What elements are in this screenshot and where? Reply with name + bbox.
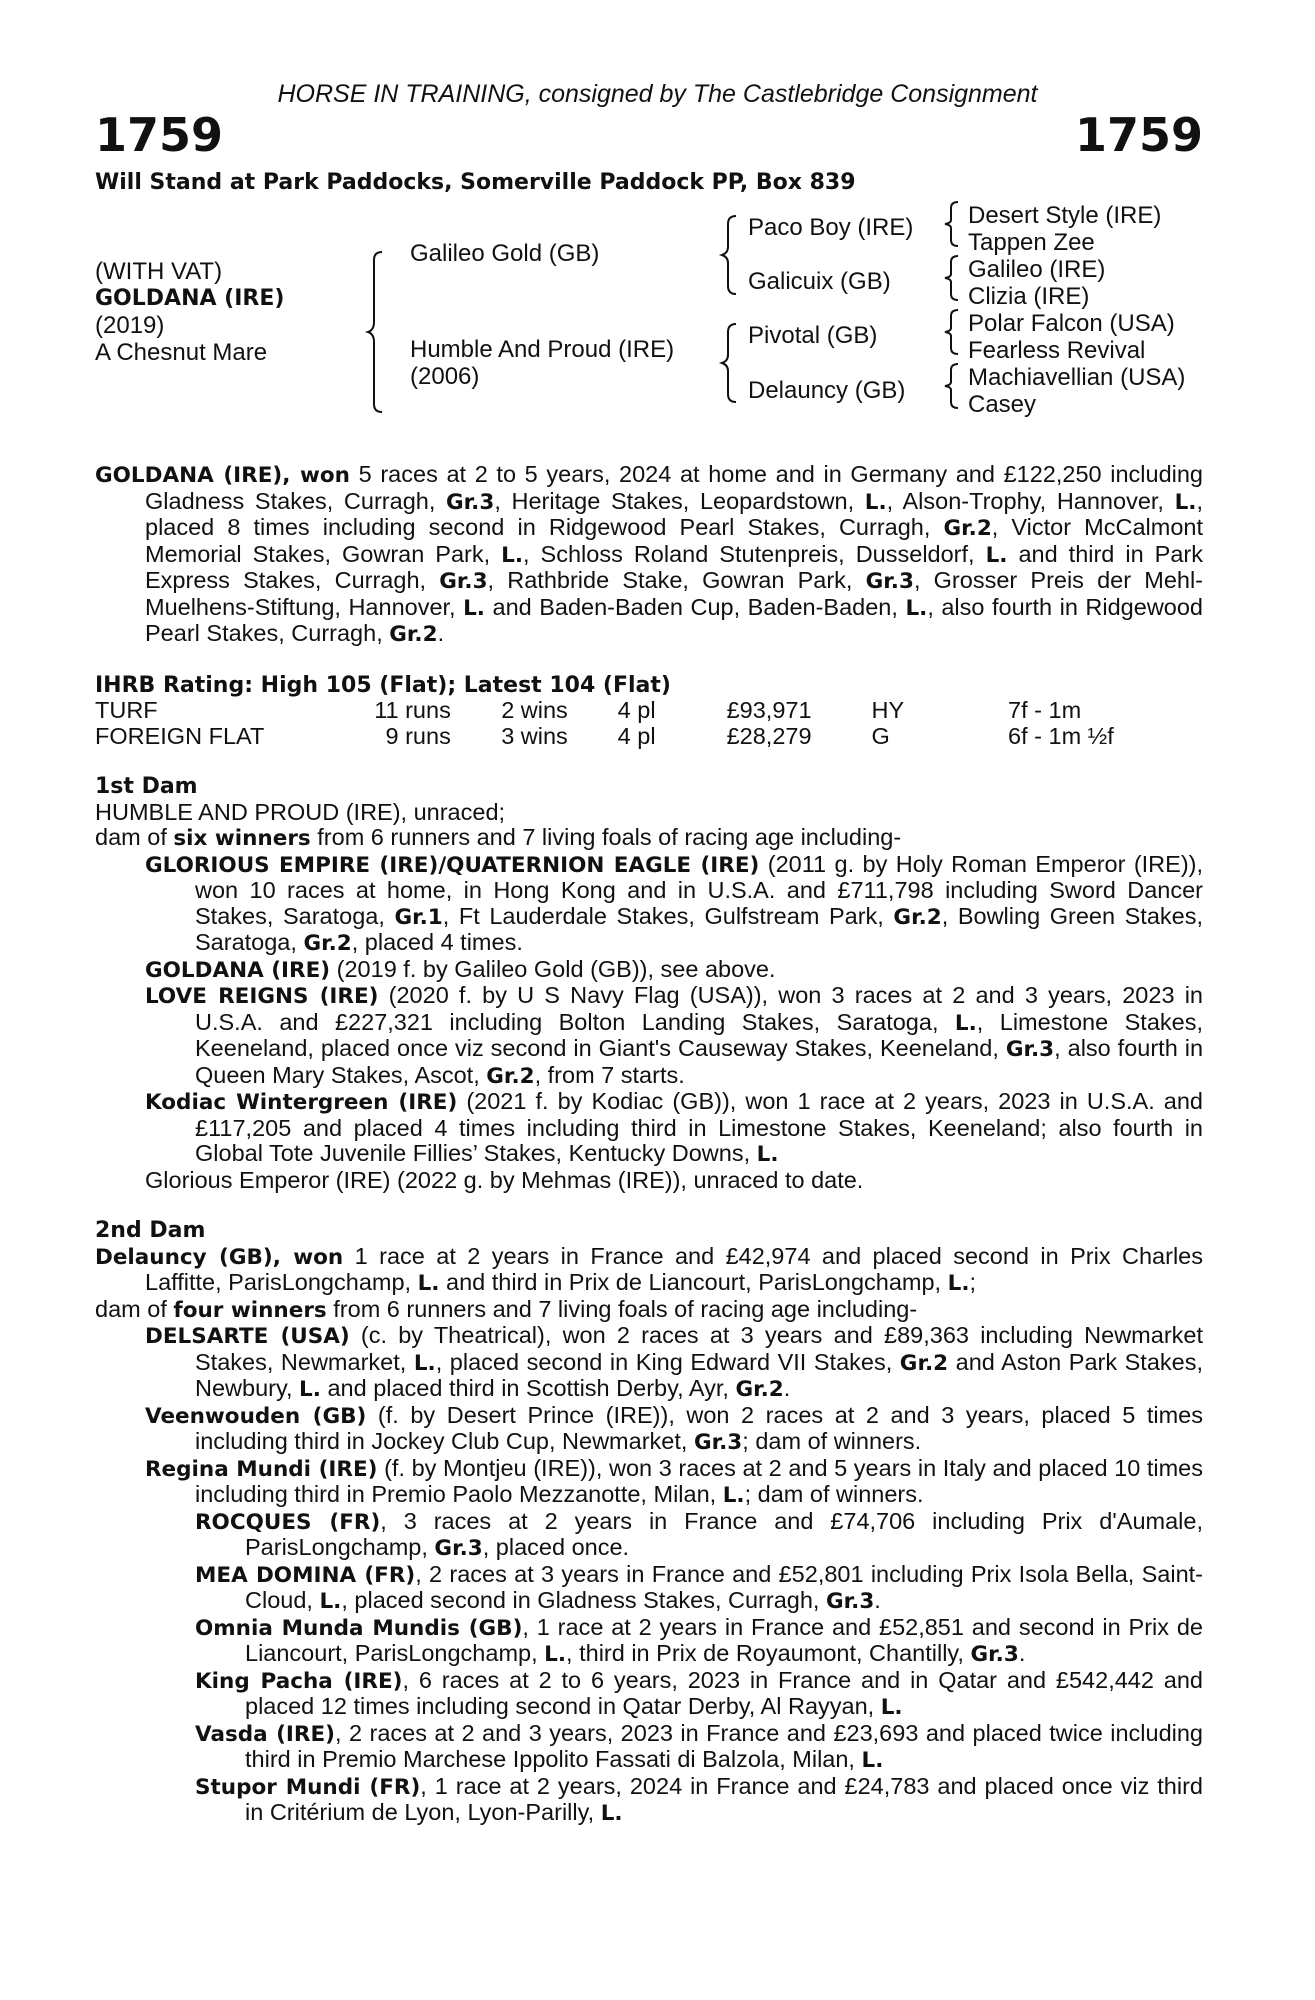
pedigree-brace-1 — [368, 252, 388, 412]
great-grandsires-2 — [968, 256, 1105, 310]
progeny-entry: Regina Mundi (IRE) (f. by Montjeu (IRE)), won 3 races at 2 and 5 years in Italy and placed 10 times including third in Premio Paolo Mezzanotte, Milan, L.; dam of winners. — [145, 1454, 1204, 1508]
dam-sire: Pivotal (GB) — [748, 322, 878, 349]
sire-name: Galileo Gold (GB) — [410, 240, 600, 267]
pedigree-brace-dam — [722, 324, 742, 402]
dam-dam: Delauncy (GB) — [748, 377, 906, 404]
dsd: Fearless Revival — [968, 337, 1146, 364]
dds: Machiavellian (USA) — [968, 364, 1186, 391]
brace-g3-1 — [944, 202, 962, 246]
second-dam-of: dam of four winners from 6 runners and 7 living foals of racing age including- — [95, 1295, 918, 1323]
great-grandsires-3 — [968, 310, 1175, 364]
sire-dam: Galicuix (GB) — [748, 268, 891, 295]
vat-note: (WITH VAT) — [95, 258, 223, 285]
brace-g3-4 — [944, 364, 962, 408]
progeny-entry: GLORIOUS EMPIRE (IRE)/QUATERNION EAGLE (IRE) (2011 g. by Holy Roman Emperor (IRE)), won 10 races at home, in Hong Kong and in U.S.A. and £711,798 including Sword Dancer Stakes, Saratoga, Gr.1, Ft Lauderdale Stakes, Gulfstream Park, Gr.2, Bowling Green Stakes, Saratoga, Gr.2, placed 4 times. — [145, 850, 1203, 956]
great-grandsires-1 — [968, 202, 1161, 256]
grand-progeny-entry: King Pacha (IRE), 6 races at 2 to 6 years, 2023 in France and in Qatar and £542,442 and placed 12 times including second in Qatar Derby, Al Rayyan, L. — [195, 1666, 1203, 1720]
progeny-entry: Kodiac Wintergreen (IRE) (2021 f. by Kodiac (GB)), won 1 race at 2 years, 2023 in U.S.A. and £117,205 and placed 4 times including third in Limestone Stakes, Keeneland; also fourth in Global Tote Juvenile Fillies’ Stakes, Kentucky Downs, L. — [145, 1088, 1203, 1167]
sds: Galileo (IRE) — [968, 256, 1106, 283]
main-horse-name: GOLDANA (IRE) — [95, 463, 283, 488]
main-race-record: GOLDANA (IRE), won 5 races at 2 to 5 years, 2024 at home and in Germany and £122,250 including Gladness Stakes, Curragh, Gr.3, Heritage Stakes, Leopardstown, L., Alson-Trophy, Hannover, L., placed 8 times including second in Ridgewood Pearl Stakes, Curragh, Gr.2, Victor McCalmont Memorial Stakes, Gowran Park, L., Schloss Roland Stutenpreis, Dusseldorf, L. and third in Park Express Stakes, Curragh, Gr.3, Rathbride Stake, Gowran Park, Gr.3, Grosser Preis der Mehl-Muelhens-Stiftung, Hannover, L. and Baden-Baden Cup, Baden-Baden, L., also fourth in Ridgewood Pearl Stakes, Curragh, Gr.2. — [95, 461, 1204, 647]
progeny-entry: LOVE REIGNS (IRE) (2020 f. by U S Navy Flag (USA)), won 3 races at 2 and 3 years, 2023 in U.S.A. and £227,321 including Bolton Landing Stakes, Saratoga, L., Limestone Stakes, Keeneland, placed once viz second in Giant's Causeway Stakes, Keeneland, Gr.3, also fourth in Queen Mary Stakes, Ascot, Gr.2, from 7 starts. — [145, 982, 1204, 1089]
horse-year: (2019) — [95, 312, 165, 339]
pedigree-brace-sire — [722, 216, 742, 294]
dss: Polar Falcon (USA) — [968, 310, 1175, 337]
brace-g3-2 — [944, 256, 962, 300]
grand-progeny-entry: Omnia Munda Mundis (GB), 1 race at 2 years in France and £52,851 and second in Prix de Liancourt, ParisLongchamp, L., third in Prix de Royaumont, Chantilly, Gr.3. — [195, 1613, 1204, 1667]
first-dam-of: dam of six winners from 6 runners and 7 living foals of racing age including- — [95, 824, 902, 851]
first-dam-heading: 1st Dam — [95, 774, 198, 799]
lot-number-left: 1759 — [95, 108, 224, 162]
rating-heading: IHRB Rating: High 105 (Flat); Latest 104 (Flat) — [95, 672, 671, 698]
second-dam-heading: 2nd Dam — [95, 1218, 206, 1243]
dam-year: (2006) — [410, 363, 480, 390]
progeny-entry: Glorious Emperor (IRE) (2022 g. by Mehmas (IRE)), unraced to date. — [145, 1166, 864, 1193]
great-grandsires-4 — [968, 364, 1185, 418]
grand-progeny-entry: MEA DOMINA (FR), 2 races at 3 years in France and £52,801 including Prix Isola Bella, Saint-Cloud, L., placed second in Gladness Stakes, Curragh, Gr.3. — [195, 1560, 1203, 1614]
sss: Desert Style (IRE) — [968, 202, 1162, 229]
horse-description: A Chesnut Mare — [95, 339, 268, 366]
dam-name-text: Humble And Proud (IRE) — [410, 336, 675, 363]
catalogue-body — [95, 462, 1203, 1827]
ddd: Casey — [968, 391, 1037, 418]
location-line: Will Stand at Park Paddocks, Somerville Paddock PP, Box 839 — [95, 170, 856, 195]
first-dam-line: HUMBLE AND PROUD (IRE), unraced; — [95, 798, 506, 825]
grand-progeny-entry: ROCQUES (FR), 3 races at 2 years in France and £74,706 including Prix d'Aumale, ParisLongchamp, Gr.3, placed once. — [195, 1507, 1203, 1561]
progeny-entry: DELSARTE (USA) (c. by Theatrical), won 2 races at 3 years and £89,363 including Newmarket Stakes, Newmarket, L., placed second in King Edward VII Stakes, Gr.2 and Aston Park Stakes, Newbury, L. and placed third in Scottish Derby, Ayr, Gr.2. — [145, 1322, 1204, 1402]
won-label: won — [300, 463, 350, 488]
sdd: Clizia (IRE) — [968, 283, 1090, 310]
horse-name: GOLDANA (IRE) — [95, 286, 285, 311]
consignment-line: HORSE IN TRAINING, consigned by The Castlebridge Consignment — [277, 80, 1038, 108]
ssd: Tappen Zee — [968, 229, 1095, 256]
brace-g3-3 — [944, 310, 962, 354]
rating-row-foreign: FOREIGN FLAT 9 runs 3 wins 4 pl £28,279 G 6f - 1m ½f — [95, 722, 1114, 749]
lot-number-right: 1759 — [1074, 108, 1203, 162]
rating-row-turf: TURF 11 runs 2 wins 4 pl £93,971 HY 7f - 1m — [95, 697, 1082, 723]
grand-progeny-entry: Vasda (IRE), 2 races at 2 and 3 years, 2023 in France and £23,693 and placed twice including third in Premio Marchese Ippolito Fassati di Balzola, Milan, L. — [195, 1719, 1204, 1773]
pedigree-horse — [95, 258, 284, 366]
sire-sire: Paco Boy (IRE) — [748, 214, 914, 241]
progeny-entry: Veenwouden (GB) (f. by Desert Prince (IRE)), won 2 races at 2 and 3 years, placed 5 times including third in Jockey Club Cup, Newmarket, Gr.3; dam of winners. — [145, 1401, 1203, 1455]
grand-progeny-entry: Stupor Mundi (FR), 1 race at 2 years, 2024 in France and £24,783 and placed once viz third in Critérium de Lyon, Lyon-Parilly, L. — [195, 1772, 1203, 1826]
dam-name — [410, 336, 674, 390]
progeny-entry: GOLDANA (IRE) (2019 f. by Galileo Gold (GB)), see above. — [145, 955, 776, 983]
second-dam-record: Delauncy (GB), won 1 race at 2 years in France and £42,974 and placed second in Prix Charles Laffitte, ParisLongchamp, L. and third in Prix de Liancourt, ParisLongchamp, L.; — [95, 1242, 1203, 1296]
